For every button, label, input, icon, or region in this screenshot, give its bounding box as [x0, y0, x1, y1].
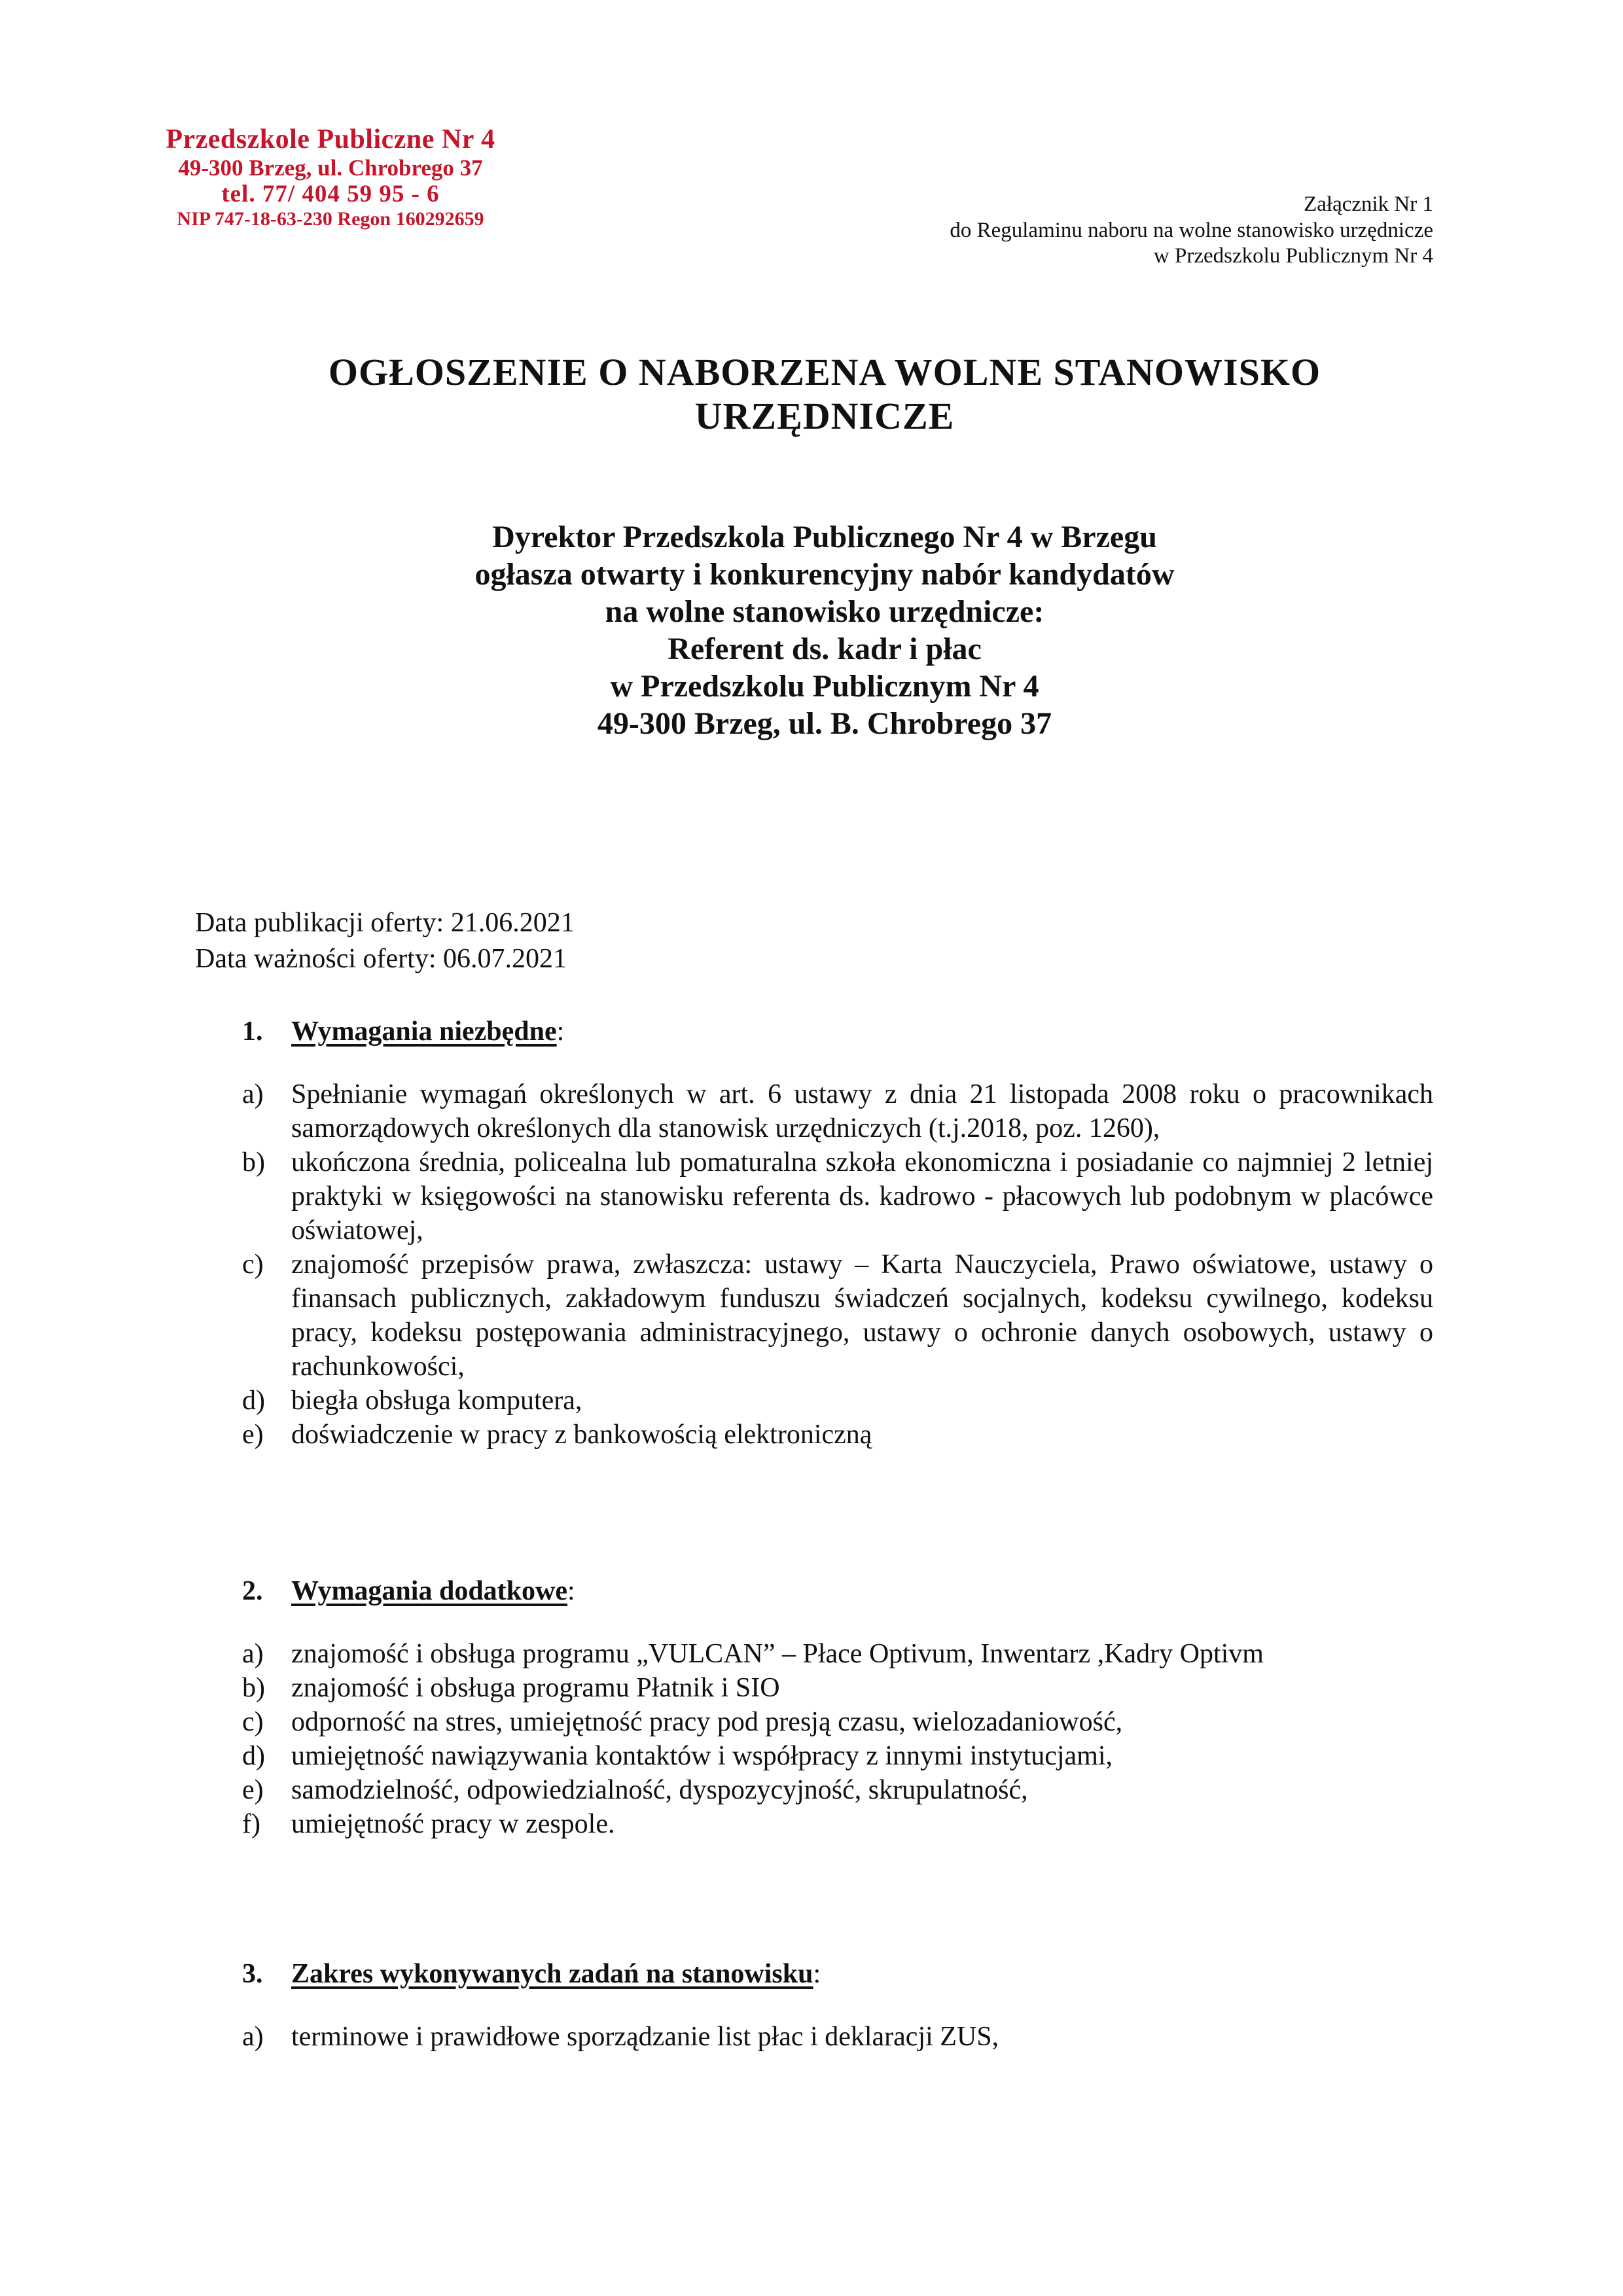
intro-line: ogłasza otwarty i konkurencyjny nabór kandydatów — [474, 557, 1175, 592]
section-number: 3. — [242, 1959, 263, 1989]
section-title: Zakres wykonywanych zadań na stanowisku — [291, 1959, 813, 1989]
item-letter: d) — [242, 1386, 265, 1416]
item-letter: c) — [242, 1707, 264, 1737]
item-text: ukończona średnia, policealna lub pomaturalna szkoła ekonomiczna i posiadanie co najmniej 2 letniej praktyki w księgowości na stanowisku referenta ds. kadrowo - płacowych lub podobnym w placówce oświatowej, — [291, 1147, 1433, 1246]
section-suffix: : — [556, 1016, 565, 1047]
section-title: Wymagania dodatkowe — [291, 1576, 567, 1606]
section-suffix: : — [813, 1959, 821, 1989]
institution-stamp — [141, 124, 520, 230]
item-text: biegła obsługa komputera, — [291, 1386, 582, 1416]
section-title: Wymagania niezbędne — [291, 1016, 557, 1047]
stamp-line-phone: tel. 77/ 404 59 95 - 6 — [221, 181, 440, 208]
item-text: umiejętność nawiązywania kontaktów i współpracy z innymi instytucjami, — [291, 1741, 1113, 1771]
item-letter: e) — [242, 1420, 264, 1450]
section-duties — [242, 1957, 1433, 2054]
item-letter: c) — [242, 1249, 264, 1280]
stamp-line-name: Przedszkole Publiczne Nr 4 — [166, 124, 495, 154]
item-letter: e) — [242, 1775, 264, 1805]
list-item — [242, 1247, 1433, 1384]
item-text: znajomość i obsługa programu Płatnik i SIO — [291, 1673, 780, 1703]
section-suffix: : — [567, 1576, 575, 1606]
list-item — [242, 1671, 1433, 1705]
item-text: umiejętność pracy w zespole. — [291, 1809, 615, 1839]
annex-line: Załącznik Nr 1 — [1304, 192, 1433, 216]
stamp-line-address: 49-300 Brzeg, ul. Chrobrego 37 — [178, 155, 483, 181]
annex-note — [779, 192, 1433, 270]
annex-line: w Przedszkolu Publicznym Nr 4 — [1153, 244, 1433, 268]
validity-date: Data ważności oferty: 06.07.2021 — [195, 944, 567, 974]
item-text: terminowe i prawidłowe sporządzanie list płac i deklaracji ZUS, — [291, 2022, 999, 2052]
section-heading — [242, 1014, 1433, 1049]
section-number: 1. — [242, 1016, 263, 1047]
list-item — [242, 1807, 1433, 1841]
list-item — [242, 1077, 1433, 1145]
item-letter: a) — [242, 1639, 264, 1669]
title-line: URZĘDNICZE — [694, 395, 955, 438]
item-text: znajomość przepisów prawa, zwłaszcza: ustawy – Karta Nauczyciela, Prawo oświatowe, ustawy o finansach publicznych, zakładowym funduszu świadczeń socjalnych, kodeksu cywilnego, kodeksu pracy, kodeksu postępowania administracyjnego, ustawy o ochronie danych osobowych, ustawy o rachunkowości, — [291, 1249, 1433, 1382]
intro-line: na wolne stanowisko urzędnicze: — [605, 594, 1044, 629]
list-item — [242, 1418, 1433, 1452]
announcement-intro — [196, 518, 1453, 742]
item-letter: b) — [242, 1147, 265, 1177]
section-number: 2. — [242, 1576, 263, 1606]
item-letter: d) — [242, 1741, 265, 1771]
list-item — [242, 1773, 1433, 1807]
title-line: OGŁOSZENIE O NABORZENA WOLNE STANOWISKO — [328, 351, 1321, 393]
intro-line: w Przedszkolu Publicznym Nr 4 — [610, 669, 1039, 704]
intro-line: 49-300 Brzeg, ul. B. Chrobrego 37 — [597, 706, 1052, 741]
section-heading — [242, 1957, 1433, 1991]
offer-dates — [195, 905, 1046, 977]
publication-date: Data publikacji oferty: 21.06.2021 — [195, 908, 575, 938]
item-letter: a) — [242, 2022, 264, 2052]
intro-line: Dyrektor Przedszkola Publicznego Nr 4 w Brzegu — [492, 520, 1157, 554]
item-letter: f) — [242, 1809, 260, 1839]
list-item — [242, 2020, 1433, 2054]
item-text: samodzielność, odpowiedzialność, dyspozycyjność, skrupulatność, — [291, 1775, 1028, 1805]
item-text: znajomość i obsługa programu „VULCAN” – Płace Optivum, Inwentarz ,Kadry Optivm — [291, 1639, 1264, 1669]
annex-line: do Regulaminu naboru na wolne stanowisko urzędnicze — [950, 218, 1433, 242]
list-item — [242, 1145, 1433, 1247]
section-heading — [242, 1574, 1433, 1608]
list-item — [242, 1637, 1433, 1671]
item-letter: a) — [242, 1079, 264, 1109]
position-title: Referent ds. kadr i płac — [668, 632, 982, 666]
section-additional — [242, 1574, 1433, 1841]
item-text: odporność na stres, umiejętność pracy pod presją czasu, wielozadaniowość, — [291, 1707, 1123, 1737]
item-text: Spełnianie wymagań określonych w art. 6 ustawy z dnia 21 listopada 2008 roku o pracownikach samorządowych określonych dla stanowisk urzędniczych (t.j.2018, poz. 1260), — [291, 1079, 1433, 1143]
section-required — [242, 1014, 1433, 1452]
list-item — [242, 1384, 1433, 1418]
list-item — [242, 1739, 1433, 1773]
item-text: doświadczenie w pracy z bankowością elektroniczną — [291, 1420, 872, 1450]
item-letter: b) — [242, 1673, 265, 1703]
stamp-line-ids: NIP 747-18-63-230 Regon 160292659 — [177, 207, 484, 230]
list-item — [242, 1705, 1433, 1739]
page-title — [196, 350, 1453, 439]
